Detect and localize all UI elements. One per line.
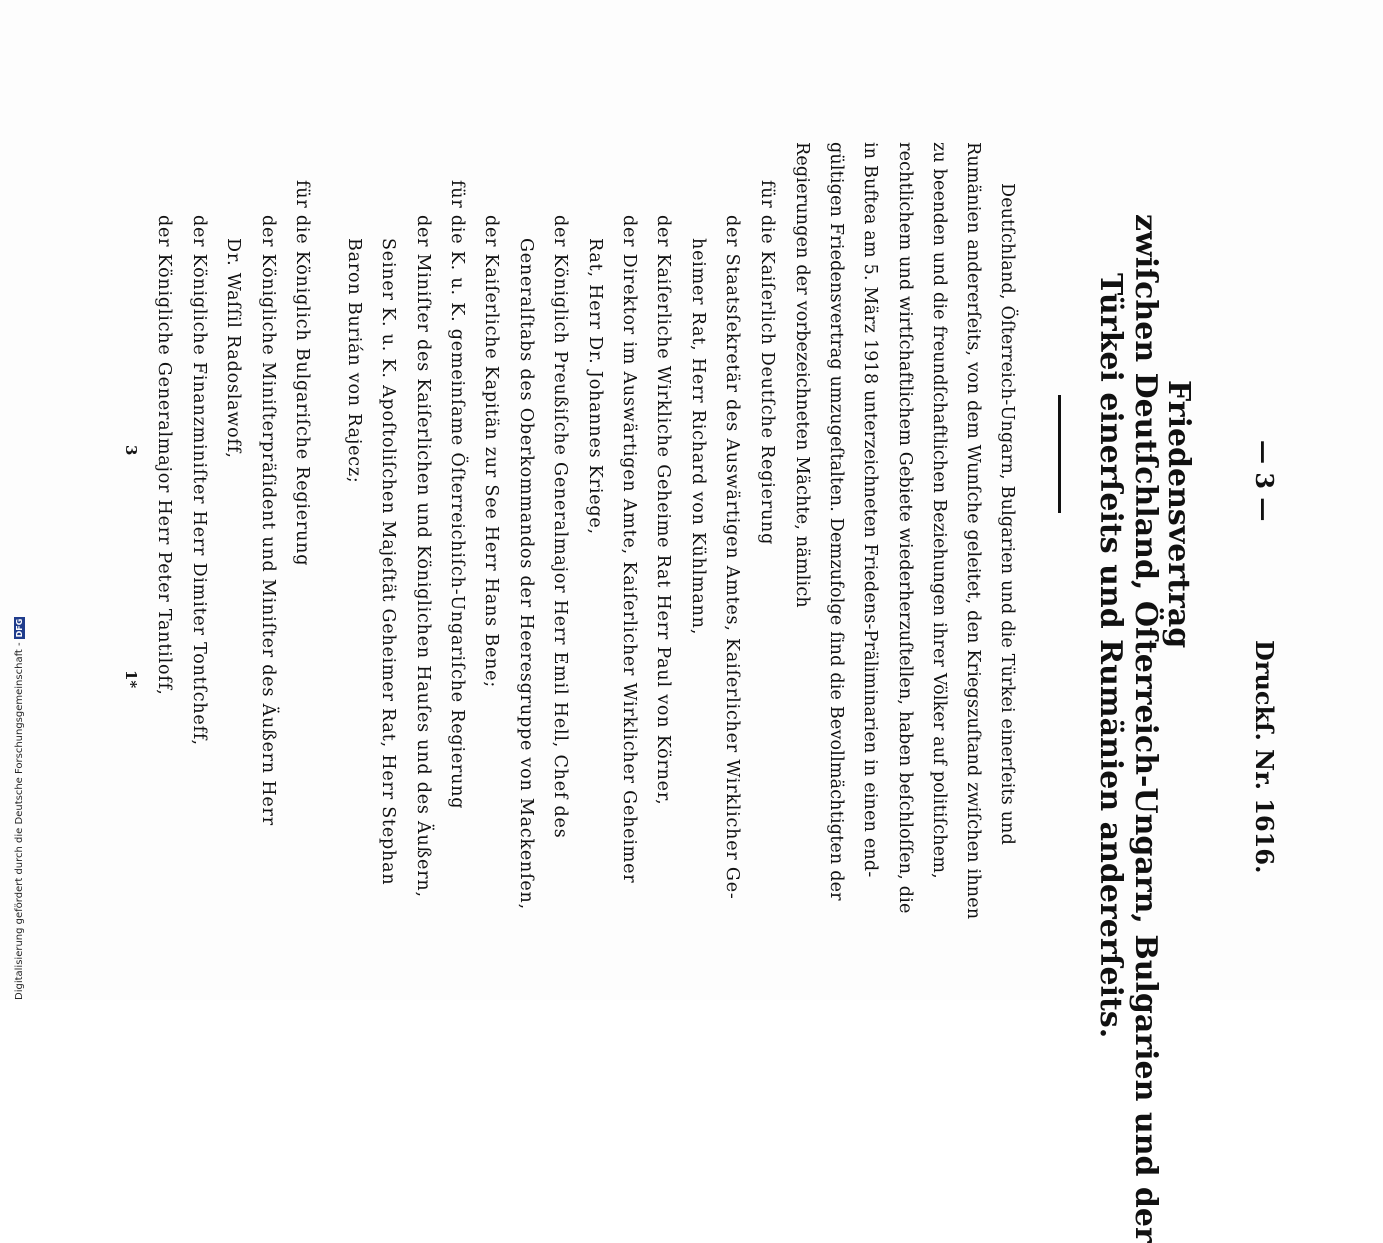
preamble-line: Rumänien andererſeits, von dem Wunſche geleitet, den Kriegszuſtand zwiſchen ihnen — [963, 142, 983, 920]
german-government-heading: für die Kaiſerlich Deutſche Regierung — [757, 180, 777, 546]
german-delegate-line: Rat, Herr Dr. Johannes Kriege, — [585, 238, 605, 535]
german-delegate-line: heimer Rat, Herr Richard von Kühlmann, — [688, 238, 708, 636]
german-delegate-line: der Kaiſerliche Kapitän zur See Herr Hans Bene; — [481, 215, 501, 689]
bulgarian-delegate-line: der Königliche Finanzminiſter Herr Dimiter Tontſcheff, — [189, 215, 209, 746]
austrian-delegate-line: Baron Burián von Rajecz; — [344, 238, 364, 484]
preamble-line: in Buftea am 5. März 1918 unterzeichneten Friedens-Präliminarien in einen end- — [860, 142, 880, 878]
german-delegate-line: Generalſtabs des Oberkommandos der Heeresgruppe von Mackenſen, — [516, 238, 536, 910]
bulgarian-government-heading: für die Königlich Bulgariſche Regierung — [292, 180, 312, 567]
title-rule — [1058, 395, 1061, 513]
dfg-stamp — [0, 606, 25, 1000]
preamble-line: Regierungen der vorbezeichneten Mächte, nämlich — [792, 142, 812, 608]
dfg-stamp-text: Digitalisierung gefördert durch die Deutsche Forschungsgemeinschaft - — [13, 642, 25, 1000]
sheet-mark: 1* — [122, 670, 140, 689]
title-line-3: Türkei einerſeits und Rumänien andererſeits. — [1093, 273, 1128, 1039]
title-line-2: zwiſchen Deutſchland, Öſterreich-Ungarn, Bulgarien und der — [1128, 214, 1163, 1243]
bulgarian-delegate-line: der Königliche Generalmajor Herr Peter Tantiloff, — [154, 215, 174, 696]
preamble-line: gültigen Friedensvertrag umzugeſtalten. Demzufolge ſind die Bevollmächtigten der — [826, 142, 846, 901]
preamble-line: rechtlichem und wirtſchaftlichem Gebiete wiederherzuſtellen, haben beſchloſſen, die — [895, 142, 915, 914]
bulgarian-delegate-line: der Königliche Miniſterpräſident und Miniſter des Äußern Herr — [258, 215, 278, 826]
title-line-1: Friedensvertrag — [1161, 380, 1196, 649]
preamble-line: zu beenden und die freundſchaftlichen Beziehungen ihrer Völker auf politiſchem, — [929, 142, 949, 879]
german-delegate-line: der Staatsſekretär des Auswärtigen Amtes, Kaiſerlicher Wirklicher Ge- — [722, 215, 742, 900]
austrian-government-heading: für die K. u. K. gemeinſame Öſterreichiſch-Ungariſche Regierung — [447, 180, 467, 810]
drucksache-number: Druckſ. Nr. 1616. — [1250, 640, 1279, 874]
preamble-line: Deutſchland, Öſterreich-Ungarn, Bulgarien und die Türkei einerſeits und — [997, 183, 1017, 846]
austrian-delegate-line: Seiner K. u. K. Apoſtoliſchen Majeſtät Geheimer Rat, Herr Stephan — [378, 238, 398, 886]
dfg-logo: DFG — [14, 618, 24, 638]
german-delegate-line: der Kaiſerliche Wirkliche Geheime Rat Herr Paul von Körner, — [653, 215, 673, 806]
austrian-delegate-line: der Miniſter des Kaiſerlichen und Königlichen Hauſes und des Äußern, — [413, 215, 433, 898]
german-delegate-line: der Königlich Preußiſche Generalmajor Herr Emil Hell, Chef des — [550, 215, 570, 839]
page-number: — 3 — — [1250, 440, 1279, 522]
bulgarian-delegate-line: Dr. Waſſil Radoslawoff, — [223, 238, 243, 459]
german-delegate-line: der Direktor im Auswärtigen Amte, Kaiſerlicher Wirklicher Geheimer — [619, 215, 639, 884]
signature-mark: 3 — [122, 445, 140, 456]
